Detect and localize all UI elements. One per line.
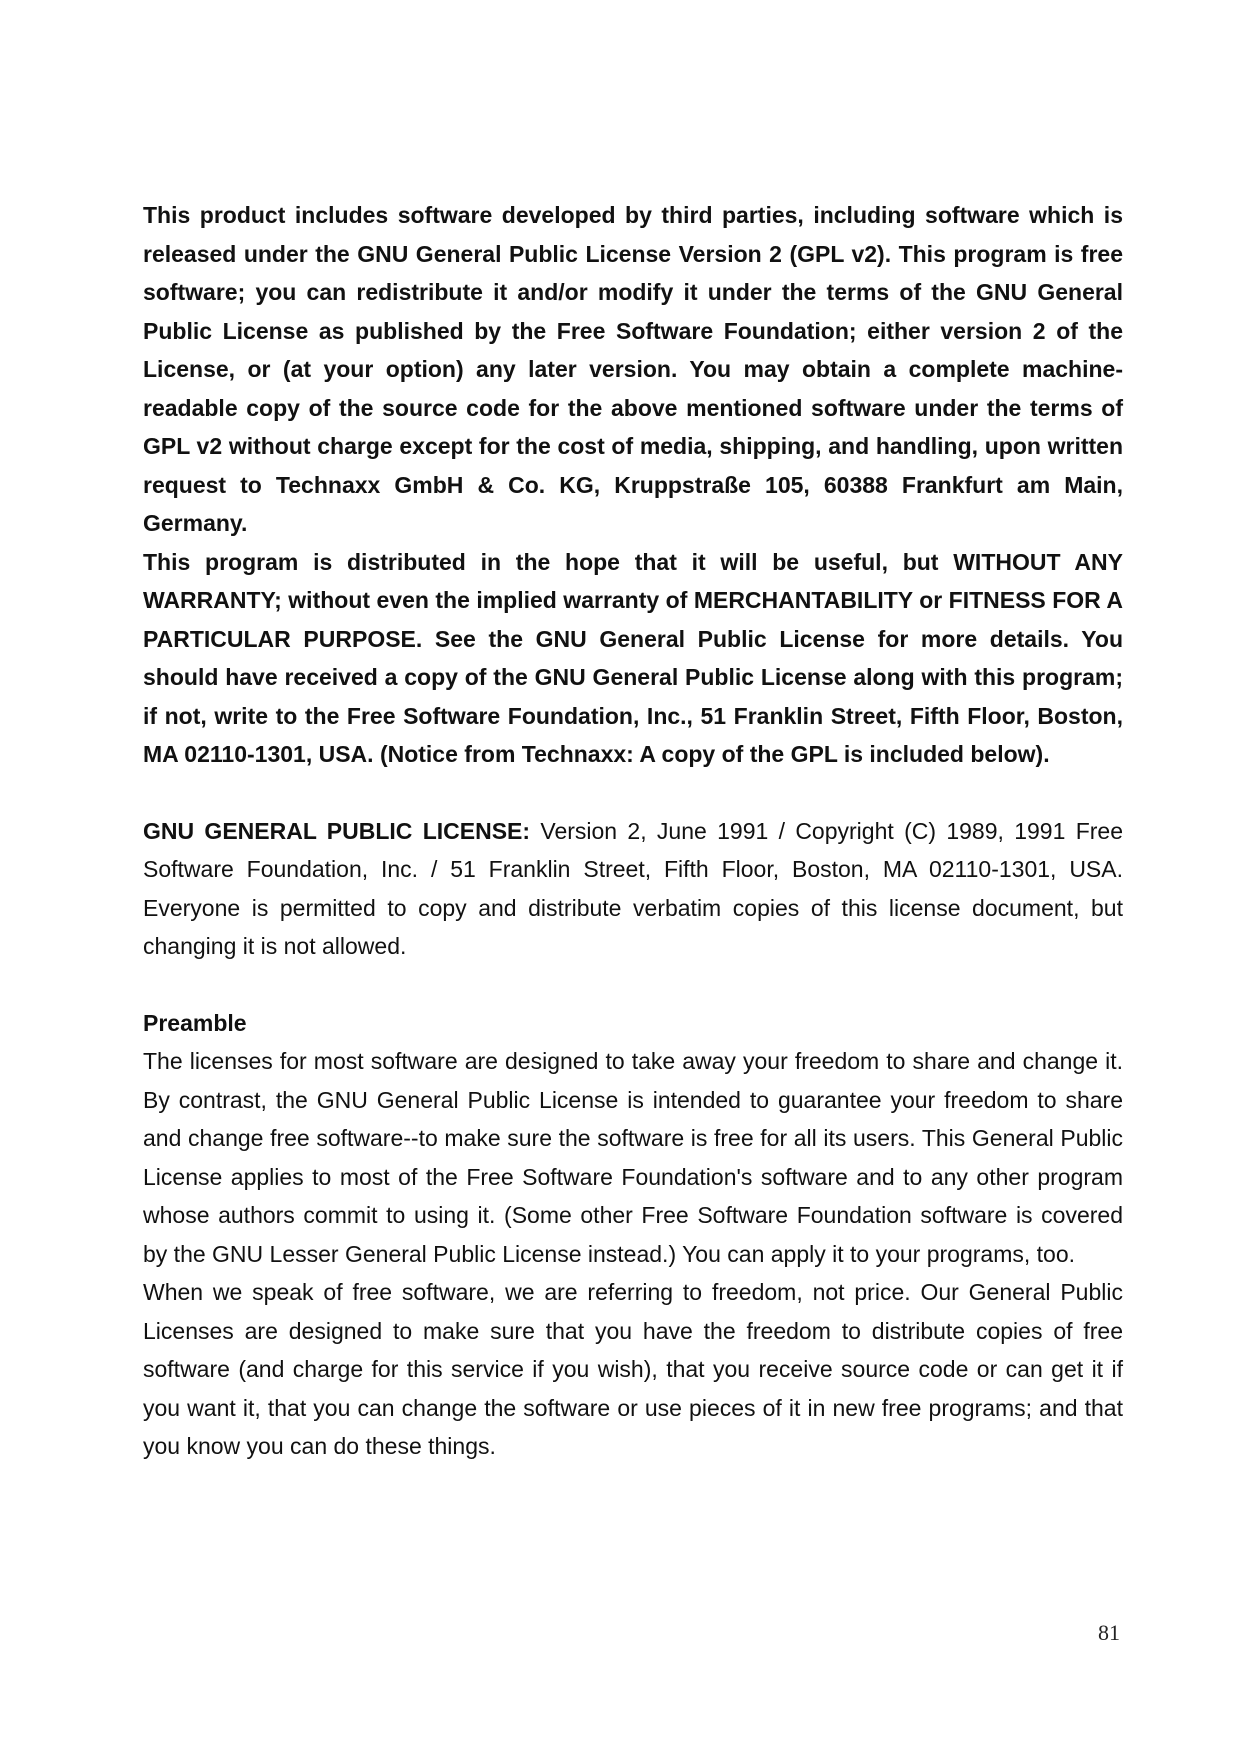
- preamble-heading: Preamble: [143, 1009, 247, 1036]
- third-party-notice-paragraph: This product includes software developed by third parties, including software which is released under the GNU General Public License Version 2 (GPL v2). This program is free software; you can redistribute it and/or modify it under the terms of the GNU General Public License as published by the Free Software Foundation; either version 2 of the License, or (at your option) any later version. You may obtain a complete machine-readable copy of the source code for the above mentioned software under the terms of GPL v2 without charge except for the cost of media, shipping, and handling, upon written request to Technaxx GmbH & Co. KG, Kruppstraße 105, 60388 Frankfurt am Main, Germany.: [143, 202, 1123, 536]
- page-content: [143, 196, 1123, 1466]
- section-spacer: [143, 774, 1123, 812]
- preamble-paragraph-2: When we speak of free software, we are referring to freedom, not price. Our General Public Licenses are designed to make sure that you have the freedom to distribute copies of free software (and charge for this service if you wish), that you receive source code or can get it if you want it, that you can change the software or use pieces of it in new free programs; and that you know you can do these things.: [143, 1279, 1123, 1459]
- preamble-paragraph-1: The licenses for most software are designed to take away your freedom to share and change it. By contrast, the GNU General Public License is intended to guarantee your freedom to share and change free software--to make sure the software is free for all its users. This General Public License applies to most of the Free Software Foundation's software and to any other program whose authors commit to using it. (Some other Free Software Foundation software is covered by the GNU Lesser General Public License instead.) You can apply it to your programs, too.: [143, 1048, 1123, 1267]
- page-number: 81: [1098, 1620, 1120, 1645]
- license-version-text: Version 2, June 1991 / Copyright (C) 1989, 1991 Free Software Foundation, Inc. / 51 Franklin Street, Fifth Floor, Boston, MA 02110-1301, USA. Everyone is permitted to copy and distribute verbatim copies of this license document, but changing it is not allowed.: [143, 817, 1123, 959]
- license-header-paragraph: [143, 812, 1123, 966]
- warranty-disclaimer-paragraph: This program is distributed in the hope that it will be useful, but WITHOUT ANY WARRANTY; without even the implied warranty of MERCHANTABILITY or FITNESS FOR A PARTICULAR PURPOSE. See the GNU General Public License for more details. You should have received a copy of the GNU General Public License along with this program; if not, write to the Free Software Foundation, Inc., 51 Franklin Street, Fifth Floor, Boston, MA 02110-1301, USA. (Notice from Technaxx: A copy of the GPL is included below).: [143, 548, 1123, 767]
- license-title: GNU GENERAL PUBLIC LICENSE:: [143, 817, 531, 844]
- section-spacer: [143, 966, 1123, 1004]
